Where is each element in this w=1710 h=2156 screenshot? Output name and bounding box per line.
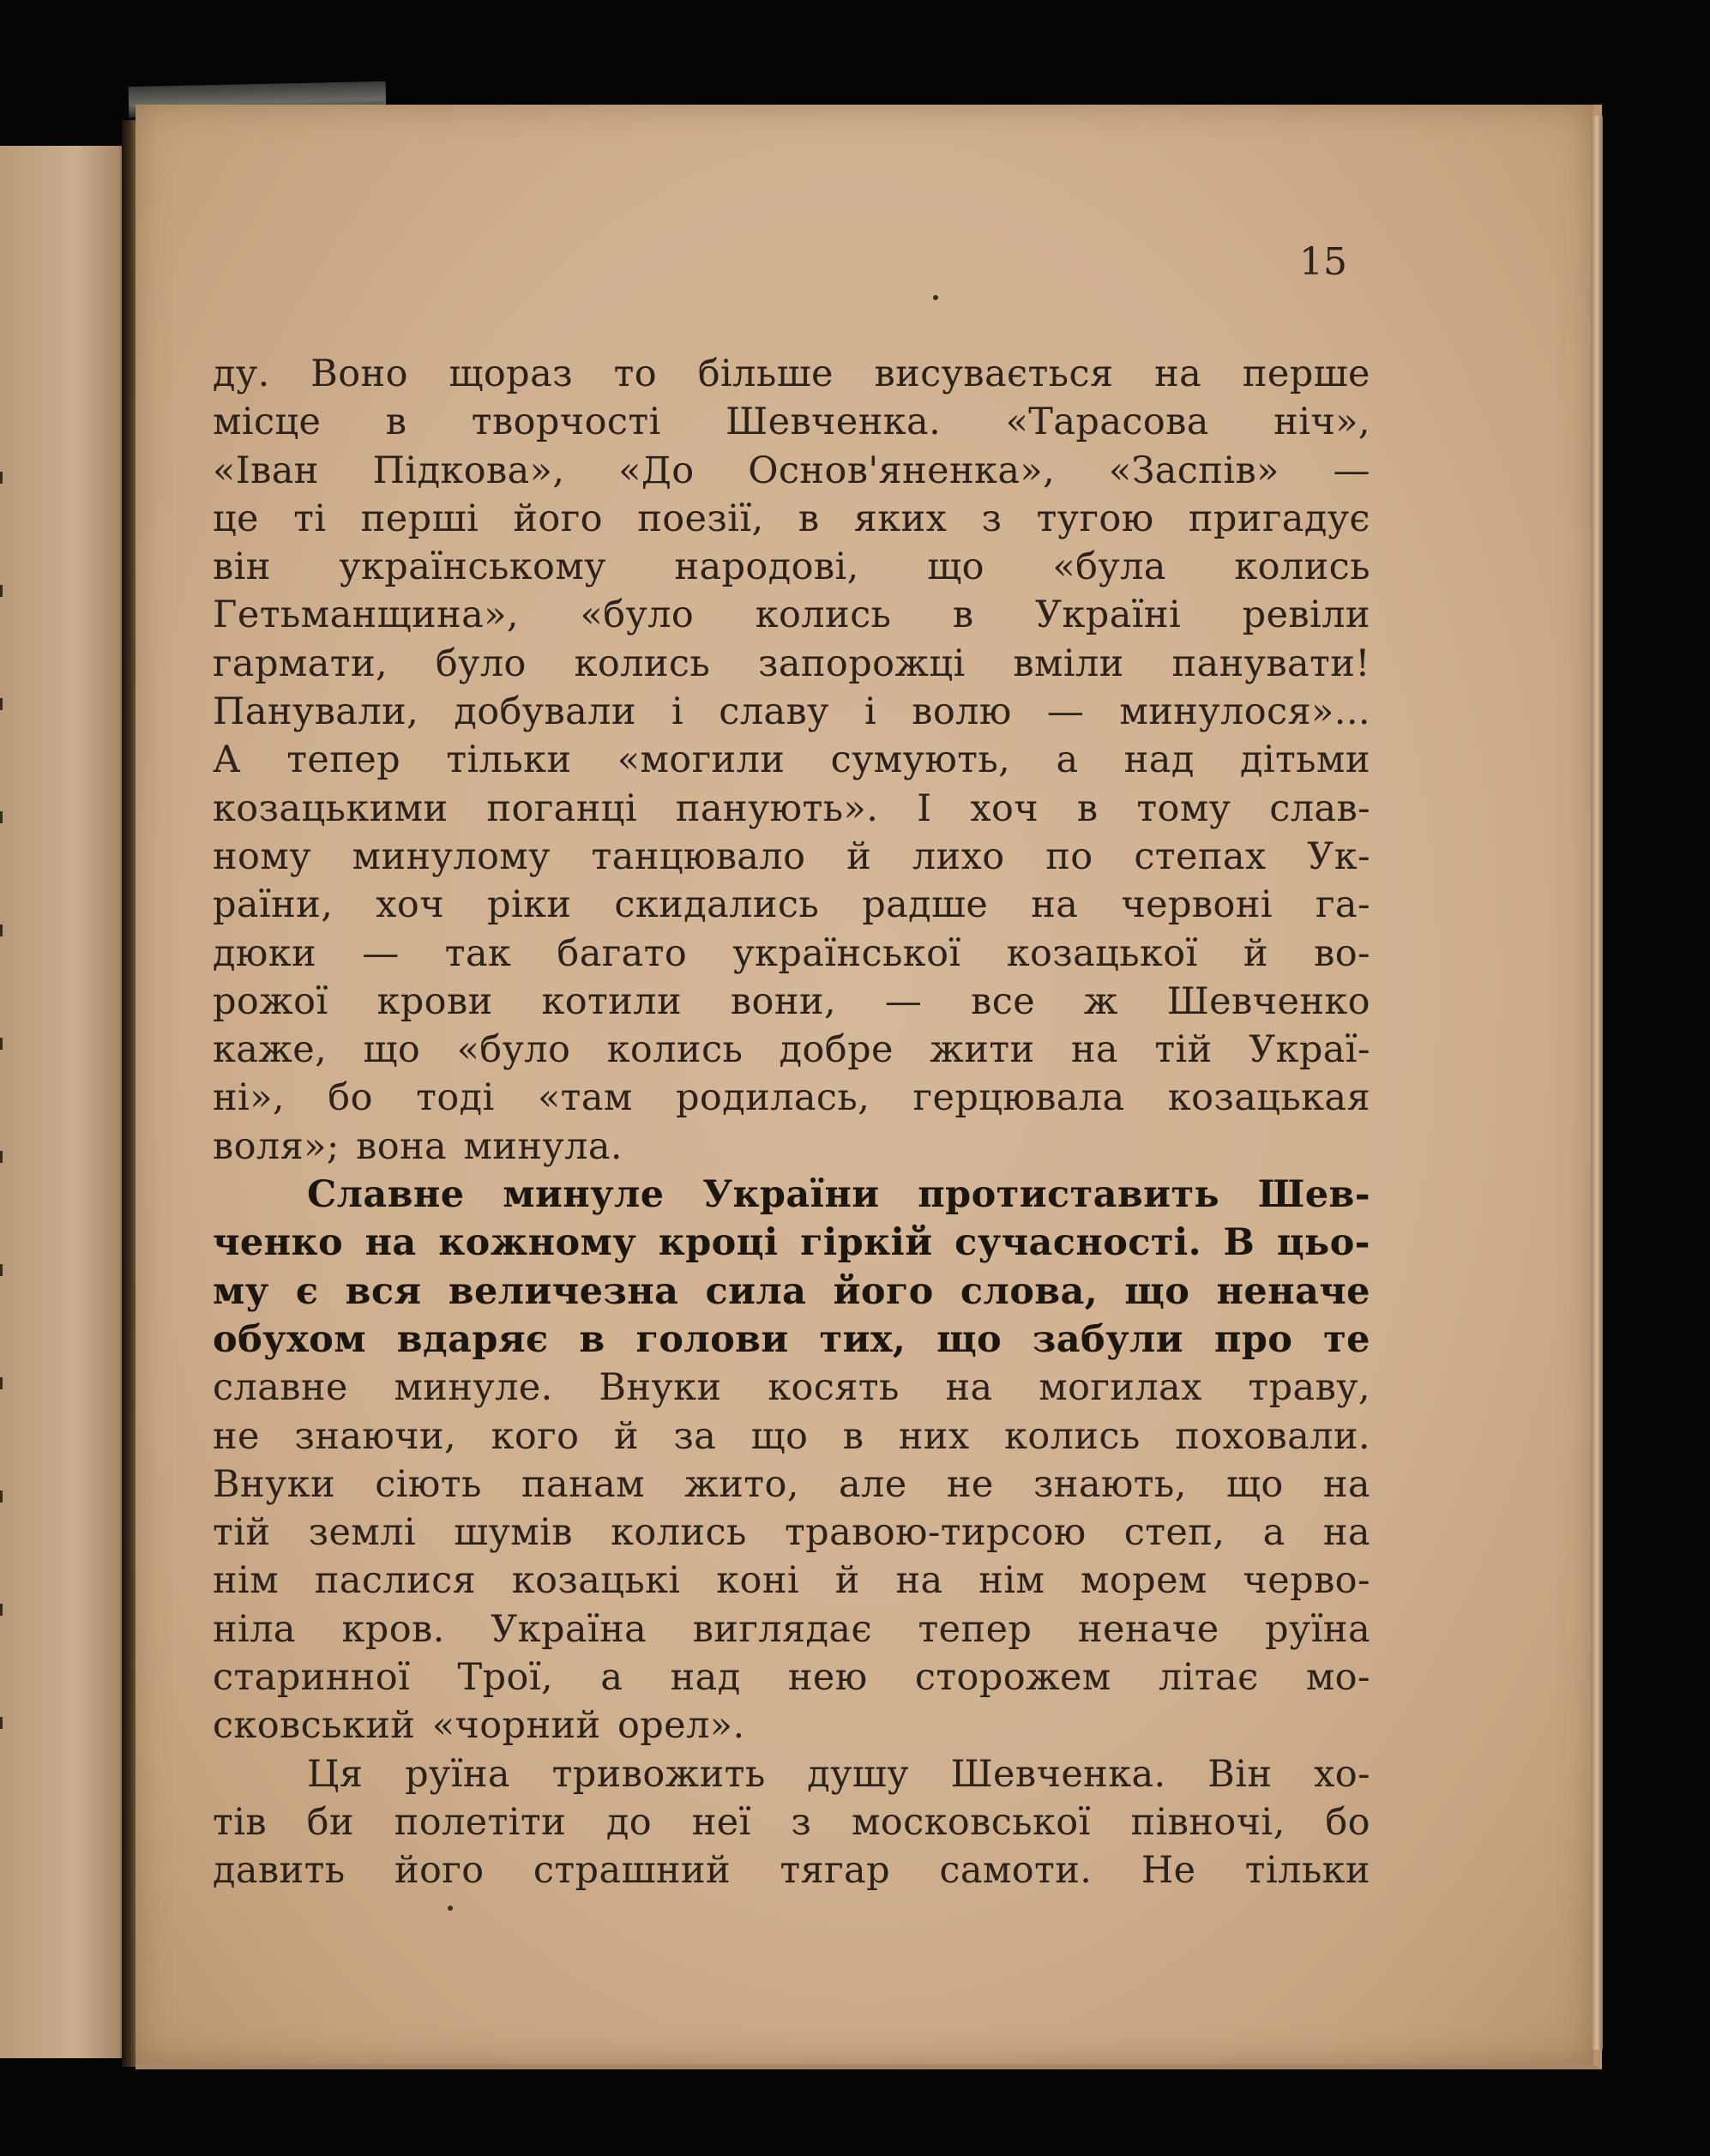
- word: би: [306, 1800, 354, 1844]
- word: родилась,: [676, 1076, 870, 1120]
- text-line: [213, 978, 1370, 1026]
- word: в: [798, 497, 820, 540]
- word: добували: [454, 690, 636, 734]
- word: тягар: [780, 1849, 891, 1893]
- word: вдаряє: [396, 1317, 549, 1361]
- word: —: [1333, 449, 1370, 492]
- word: руїна: [405, 1752, 510, 1796]
- word: тів: [213, 1800, 267, 1844]
- word: те: [1323, 1317, 1370, 1361]
- word: вони,: [730, 979, 837, 1023]
- text-line: [213, 350, 1370, 398]
- text-line: [213, 398, 1370, 446]
- word: Ця: [307, 1752, 364, 1796]
- text-line: [213, 736, 1370, 784]
- word: української: [732, 931, 961, 975]
- word: тій: [1154, 1028, 1213, 1072]
- word: минулому: [352, 834, 551, 878]
- print-speck: [448, 1906, 453, 1911]
- word: бо: [328, 1076, 373, 1120]
- word: шумів: [454, 1511, 573, 1555]
- word: Шевченка.: [950, 1752, 1166, 1796]
- word: морем: [1081, 1559, 1207, 1603]
- body-text: [213, 350, 1370, 1895]
- word: Ук-: [1307, 834, 1370, 878]
- word: хо-: [1314, 1752, 1370, 1796]
- word: дюки: [213, 931, 317, 975]
- word: було: [435, 641, 527, 685]
- word: й: [834, 1559, 860, 1603]
- word: його: [833, 1269, 934, 1313]
- word: Україні: [1035, 593, 1182, 637]
- text-line: [213, 1605, 1370, 1653]
- word: що: [1226, 1462, 1284, 1506]
- text-line: [213, 1846, 1370, 1894]
- word: в: [385, 400, 407, 444]
- word: його: [513, 497, 603, 540]
- print-speck: [933, 295, 938, 300]
- word: перші: [360, 497, 479, 540]
- word: кров.: [341, 1607, 445, 1651]
- word: гіркій: [800, 1221, 933, 1265]
- word: воля»;: [213, 1124, 340, 1168]
- word: —: [1046, 690, 1085, 734]
- word: тугою: [1036, 497, 1154, 540]
- word: траву,: [1248, 1366, 1370, 1410]
- word: орел».: [617, 1704, 745, 1748]
- word: на: [1070, 1028, 1118, 1072]
- word: давить: [213, 1849, 346, 1893]
- word: панують».: [675, 786, 879, 830]
- word: «було: [580, 593, 695, 637]
- word: багато: [557, 931, 688, 975]
- text-line: [213, 881, 1370, 929]
- word: минулося»...: [1119, 690, 1370, 734]
- word: гармати,: [213, 641, 388, 685]
- text-line: [213, 1509, 1370, 1557]
- text-line: [213, 1412, 1370, 1460]
- word: хоч: [970, 786, 1039, 830]
- text-line: [213, 1750, 1370, 1798]
- word: тривожить: [551, 1752, 766, 1796]
- word: тільки: [446, 738, 572, 782]
- text-line: [213, 785, 1370, 833]
- word: волю: [912, 690, 1012, 734]
- word: щораз: [449, 352, 573, 395]
- word: а: [600, 1656, 623, 1700]
- word: що: [927, 545, 984, 589]
- word: радше: [862, 883, 989, 927]
- word: сумують,: [830, 738, 1011, 782]
- word: цьо-: [1276, 1221, 1370, 1265]
- word: а: [1262, 1511, 1286, 1555]
- word: все: [971, 979, 1036, 1023]
- word: слова,: [960, 1269, 1099, 1313]
- word: герцювала: [912, 1076, 1125, 1120]
- word: він: [213, 545, 271, 589]
- word: жито,: [684, 1462, 799, 1506]
- word: «Іван: [213, 449, 319, 492]
- text-line: [213, 1123, 1370, 1171]
- word: творчості: [471, 400, 661, 444]
- word: Панували,: [213, 690, 419, 734]
- word: га-: [1316, 883, 1370, 927]
- word: літає: [1158, 1656, 1259, 1700]
- word: але: [839, 1462, 907, 1506]
- word: душу: [807, 1752, 909, 1796]
- word: на: [364, 1221, 417, 1265]
- text-line: [213, 1364, 1370, 1412]
- word: за: [673, 1414, 717, 1458]
- word: неї: [691, 1800, 751, 1844]
- word: місце: [213, 400, 322, 444]
- word: поховали.: [1175, 1414, 1370, 1458]
- word: ріки: [487, 883, 572, 927]
- word: во-: [1314, 931, 1370, 975]
- word: ному: [213, 834, 311, 878]
- page-number: 15: [1299, 240, 1347, 284]
- word: котили: [541, 979, 683, 1023]
- word: танцювало: [591, 834, 806, 878]
- word: кроці: [658, 1221, 779, 1265]
- word: славу: [719, 690, 829, 734]
- text-line: [213, 1653, 1370, 1701]
- word: до: [605, 1800, 653, 1844]
- word: Украї-: [1249, 1028, 1370, 1072]
- text-line: [213, 1798, 1370, 1846]
- word: по: [1045, 834, 1093, 878]
- word: козацькая: [1167, 1076, 1370, 1120]
- word: тому: [1136, 786, 1231, 830]
- word: старинної: [213, 1656, 411, 1700]
- word: забули: [1032, 1317, 1184, 1361]
- word: вся: [345, 1269, 422, 1313]
- word: на: [1031, 883, 1079, 927]
- word: величезна: [448, 1269, 679, 1313]
- word: Славне: [307, 1173, 465, 1217]
- text-line: [213, 447, 1370, 495]
- text-line: [213, 1701, 1370, 1749]
- word: й: [1243, 931, 1268, 975]
- word: на: [945, 1366, 993, 1410]
- page-stack-edge: [1591, 116, 1603, 2050]
- word: в: [1076, 786, 1099, 830]
- text-line: [213, 1557, 1370, 1605]
- word: них: [898, 1414, 970, 1458]
- word: сковський: [213, 1704, 416, 1748]
- word: —: [362, 931, 400, 975]
- word: тепер: [918, 1607, 1033, 1651]
- word: є: [295, 1269, 319, 1313]
- word: раїни,: [213, 883, 334, 927]
- word: —: [884, 979, 923, 1023]
- word: коні: [716, 1559, 800, 1603]
- word: сила: [705, 1269, 807, 1313]
- word: перше: [1242, 352, 1370, 395]
- word: з: [791, 1800, 812, 1844]
- word: на: [895, 1559, 943, 1603]
- word: Україна: [491, 1607, 647, 1651]
- word: України: [702, 1173, 880, 1217]
- word: черво-: [1243, 1559, 1370, 1603]
- word: сторожем: [914, 1656, 1111, 1700]
- word: голови: [635, 1317, 789, 1361]
- word: Воно: [310, 352, 408, 395]
- word: на: [1322, 1462, 1370, 1506]
- word: страшний: [533, 1849, 732, 1893]
- text-line: [213, 1316, 1370, 1364]
- word: народові,: [674, 545, 859, 589]
- word: вміли: [1013, 641, 1124, 685]
- word: вона: [356, 1124, 448, 1168]
- word: про: [1213, 1317, 1293, 1361]
- word: а: [1056, 738, 1079, 782]
- word: виглядає: [692, 1607, 872, 1651]
- word: ті: [293, 497, 327, 540]
- word: над: [1123, 738, 1195, 782]
- word: «Тарасова: [1005, 400, 1209, 444]
- text-line: [213, 1171, 1370, 1219]
- word: нім: [213, 1559, 280, 1603]
- word: тих,: [819, 1317, 906, 1361]
- word: хоч: [376, 883, 445, 927]
- word: обухом: [213, 1317, 366, 1361]
- word: А: [213, 738, 241, 782]
- word: панам: [521, 1462, 646, 1506]
- word: «там: [537, 1076, 633, 1120]
- word: косять: [768, 1366, 900, 1410]
- word: ж: [1083, 979, 1118, 1023]
- word: Шевченка.: [726, 400, 942, 444]
- word: над: [670, 1656, 741, 1700]
- word: ніла: [213, 1607, 296, 1651]
- word: му: [213, 1269, 269, 1313]
- word: знаючи,: [294, 1414, 457, 1458]
- word: землі: [308, 1511, 417, 1555]
- word: Підкова»,: [372, 449, 565, 492]
- text-line: [213, 833, 1370, 881]
- word: кого: [491, 1414, 580, 1458]
- word: панувати!: [1171, 641, 1370, 685]
- word: минуле.: [394, 1366, 553, 1410]
- word: нім: [978, 1559, 1045, 1603]
- text-line: [213, 591, 1370, 639]
- word: «могили: [617, 738, 786, 782]
- word: минула.: [463, 1124, 623, 1168]
- word: то: [613, 352, 658, 395]
- word: бо: [1325, 1800, 1370, 1844]
- word: поезії,: [637, 497, 764, 540]
- word: що: [936, 1317, 1003, 1361]
- word: «До: [618, 449, 695, 492]
- word: неначе: [1216, 1269, 1370, 1313]
- word: тій: [213, 1511, 271, 1555]
- word: степ,: [1123, 1511, 1225, 1555]
- word: мо-: [1305, 1656, 1370, 1700]
- word: тільки: [1244, 1849, 1370, 1893]
- word: колись: [1004, 1414, 1141, 1458]
- word: це: [213, 497, 259, 540]
- word: з: [981, 497, 1003, 540]
- word: й: [613, 1414, 639, 1458]
- word: сучасності.: [954, 1221, 1202, 1265]
- word: дітьми: [1239, 738, 1370, 782]
- word: яких: [853, 497, 948, 540]
- word: протиставить: [918, 1173, 1220, 1217]
- word: кожному: [438, 1221, 637, 1265]
- word: в: [952, 593, 974, 637]
- word: сіють: [375, 1462, 482, 1506]
- word: що: [750, 1414, 809, 1458]
- word: що: [1124, 1269, 1190, 1313]
- word: тоді: [416, 1076, 495, 1120]
- word: в: [579, 1317, 605, 1361]
- word: рожої: [213, 979, 328, 1023]
- word: каже,: [213, 1028, 328, 1072]
- word: минуле: [503, 1173, 665, 1217]
- word: лихо: [912, 834, 1005, 878]
- word: Шев-: [1257, 1173, 1370, 1217]
- word: колись: [611, 1511, 747, 1555]
- word: самоти.: [939, 1849, 1093, 1893]
- word: неначе: [1077, 1607, 1219, 1651]
- word: українському: [339, 545, 606, 589]
- word: нею: [787, 1656, 868, 1700]
- word: ніч»,: [1273, 400, 1370, 444]
- word: так: [444, 931, 512, 975]
- word: ду.: [213, 352, 270, 395]
- word: Внуки: [599, 1366, 722, 1410]
- text-line: [213, 930, 1370, 978]
- text-line: [213, 640, 1370, 688]
- word: в: [842, 1414, 864, 1458]
- word: колись: [574, 641, 711, 685]
- word: травою-тирсою: [784, 1511, 1087, 1555]
- text-line: [213, 1026, 1370, 1074]
- word: червоні: [1121, 883, 1273, 927]
- word: слав-: [1269, 786, 1370, 830]
- word: «була: [1052, 545, 1166, 589]
- word: півночі,: [1130, 1800, 1286, 1844]
- word: не: [213, 1414, 260, 1458]
- word: Гетьманщина»,: [213, 593, 519, 637]
- word: Він: [1207, 1752, 1273, 1796]
- word: не: [946, 1462, 994, 1506]
- word: що: [363, 1028, 421, 1072]
- word: запорожці: [757, 641, 966, 685]
- left-page-edge: [0, 146, 129, 2058]
- word: «чорний: [431, 1704, 601, 1748]
- word: ченко: [213, 1221, 344, 1265]
- text-line: [213, 495, 1370, 543]
- word: знають,: [1033, 1462, 1187, 1506]
- text-line: [213, 1268, 1370, 1316]
- word: і: [864, 690, 877, 734]
- word: більше: [697, 352, 834, 395]
- word: на: [1154, 352, 1202, 395]
- word: і: [671, 690, 684, 734]
- word: колись: [755, 593, 892, 637]
- word: його: [394, 1849, 485, 1893]
- word: пригадує: [1188, 497, 1370, 540]
- word: на: [1322, 1511, 1370, 1555]
- word: Внуки: [213, 1462, 336, 1506]
- word: В: [1223, 1221, 1255, 1265]
- left-page-text-fragments: [0, 472, 17, 1758]
- word: колись: [606, 1028, 744, 1072]
- word: степах: [1134, 834, 1267, 878]
- word: Трої,: [457, 1656, 554, 1700]
- word: козацької: [1006, 931, 1198, 975]
- text-line: [213, 1460, 1370, 1509]
- word: тепер: [286, 738, 401, 782]
- word: козацькими: [213, 786, 449, 830]
- word: Шевченко: [1166, 979, 1370, 1023]
- word: «було: [456, 1028, 571, 1072]
- word: козацькі: [511, 1559, 681, 1603]
- text-line: [213, 1074, 1370, 1122]
- word: «Заспів»: [1108, 449, 1279, 492]
- word: добре: [779, 1028, 894, 1072]
- word: колись: [1234, 545, 1370, 589]
- word: жити: [930, 1028, 1035, 1072]
- word: руїна: [1265, 1607, 1370, 1651]
- word: скидались: [614, 883, 820, 927]
- word: І: [917, 786, 932, 830]
- word: Не: [1141, 1849, 1196, 1893]
- text-line: [213, 543, 1370, 591]
- word: полетіти: [394, 1800, 567, 1844]
- word: ревіли: [1242, 593, 1370, 637]
- word: поганці: [486, 786, 637, 830]
- word: паслися: [314, 1559, 477, 1603]
- word: висувається: [874, 352, 1114, 395]
- word: московської: [851, 1800, 1091, 1844]
- word: Основ'яненка»,: [748, 449, 1056, 492]
- word: й: [846, 834, 872, 878]
- text-line: [213, 688, 1370, 736]
- word: славне: [213, 1366, 348, 1410]
- word: ні»,: [213, 1076, 285, 1120]
- word: могилах: [1039, 1366, 1202, 1410]
- text-line: [213, 1219, 1370, 1267]
- word: крови: [376, 979, 493, 1023]
